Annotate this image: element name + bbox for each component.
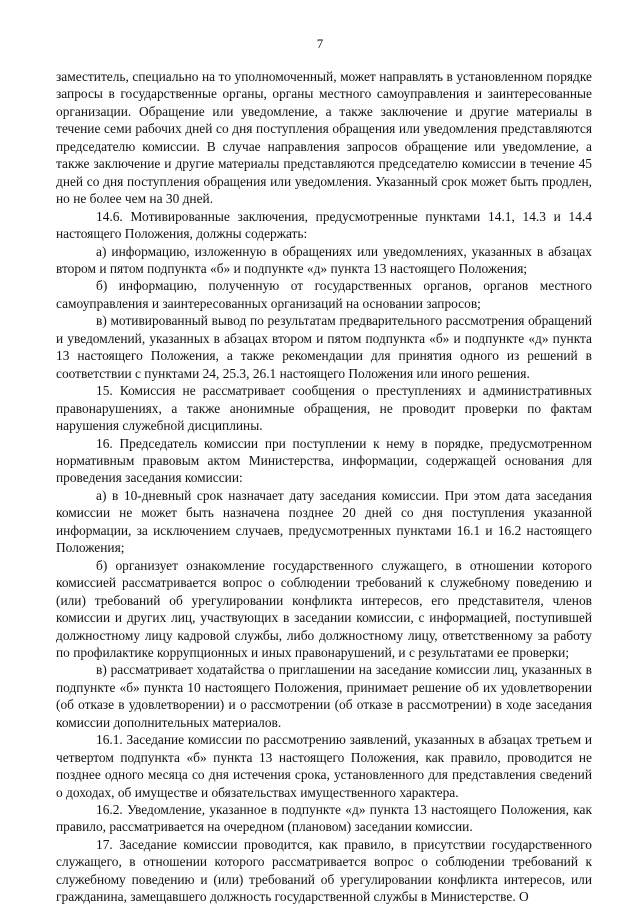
paragraph-16-2: 16.2. Уведомление, указанное в подпункте «д» пункта 13 настоящего Положения, как правило, рассматривается на очередном (плановом) заседании комиссии. (56, 802, 592, 835)
paragraph-15: 15. Комиссия не рассматривает сообщения о преступлениях и административных правонарушениях, а также анонимные обращения, не проводит проверки по фактам нарушения служебной дисциплины. (56, 383, 592, 434)
paragraph-14-6-b: б) информацию, полученную от государственных органов, органов местного самоуправления и заинтересованных организаций на основании запросов; (56, 278, 592, 311)
paragraph-16-1: 16.1. Заседание комиссии по рассмотрению заявлений, указанных в абзацах третьем и четвертом подпункта «б» пункта 13 настоящего Положения, как правило, проводится не позднее одного месяца со дня истечения срока, установленного для представления сведений о доходах, об имуществе и обязательствах имущественного характера. (56, 732, 592, 800)
paragraph-16-b: б) организует ознакомление государственного служащего, в отношении которого комиссией рассматривается вопрос о соблюдении требований к служебному поведению и (или) требований об урегулировании конфликта интересов, его представителя, членов комиссии и других лиц, участвующих в заседании комиссии, с информацией, поступившей должностному лицу кадровой службы, либо должностному лицу, ответственному за работу по профилактике коррупционных и иных правонарушений, и с результатами ее проверки; (56, 557, 592, 660)
paragraph-14-6: 14.6. Мотивированные заключения, предусмотренные пунктами 14.1, 14.3 и 14.4 настоящего Положения, должны содержать: (56, 208, 592, 242)
paragraph-16-v: в) рассматривает ходатайства о приглашении на заседание комиссии лиц, указанных в подпункте «б» пункта 10 настоящего Положения, принимает решение об их удовлетворении (об отказе в удовлетворении) и о рассмотрении (об отказе в рассмотрении) в ходе заседания комиссии дополнительных материалов. (56, 662, 592, 730)
paragraph-16: 16. Председатель комиссии при поступлении к нему в порядке, предусмотренном нормативным правовым актом Министерства, информации, содержащей основания для проведения заседания комиссии: (56, 435, 592, 486)
paragraph-14-6-a: а) информацию, изложенную в обращениях или уведомлениях, указанных в абзацах втором и пятом подпункта «б» и подпункте «д» пункта 13 настоящего Положения; (56, 243, 592, 276)
paragraph-continuation: заместитель, специально на то уполномоченный, может направлять в установленном порядке запросы в государственные органы, органы местного самоуправления и заинтересованные организации. Обращение или уведомление, а также заключение и другие материалы в течение семи рабочих дней со дня поступления обращения или уведомления представляются председателю комиссии. В случае направления запросов обращение или уведомление, а также заключение и другие материалы представляются председателю комиссии в течение 45 дней со дня поступления обращения или уведомления. Указанный срок может быть продлен, но не более чем на 30 дней. (56, 69, 592, 207)
paragraph-17: 17. Заседание комиссии проводится, как правило, в присутствии государственного служащего, в отношении которого рассматривается вопрос о соблюдении требований к служебному поведению и (или) требований об урегулировании конфликта интересов, или гражданина, замещавшего должность государственной службы в Министерстве. О (56, 836, 592, 905)
document-body (56, 68, 592, 906)
page-number: 7 (316, 36, 324, 51)
paragraph-16-a: а) в 10-дневный срок назначает дату заседания комиссии. При этом дата заседания комиссии не может быть назначена позднее 20 дней со дня поступления указанной информации, за исключением случаев, предусмотренных пунктами 16.1 и 16.2 настоящего Положения; (56, 487, 592, 556)
paragraph-14-6-v: в) мотивированный вывод по результатам предварительного рассмотрения обращений и уведомлений, указанных в абзацах втором и пятом подпункта «б» и подпункте «д» пункта 13 настоящего Положения, а также рекомендации для принятия одного из решений в соответствии с пунктами 24, 25.3, 26.1 настоящего Положения или иного решения. (56, 313, 592, 381)
